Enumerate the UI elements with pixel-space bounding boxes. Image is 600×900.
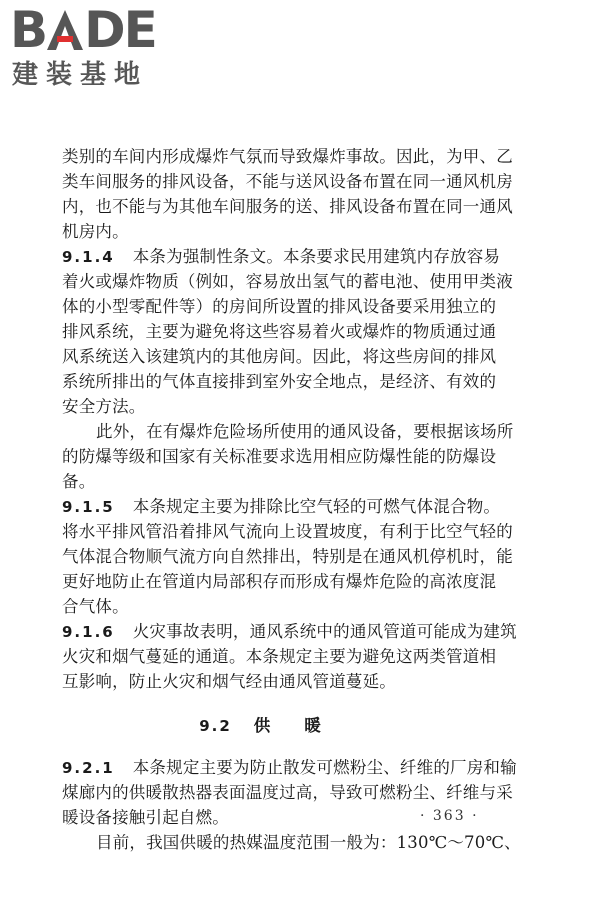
- clause-number: 9.2.1: [62, 759, 115, 777]
- clause-9-1-5: [62, 494, 513, 619]
- paragraph-heat-medium: [62, 830, 521, 855]
- text-line: 目前，我国供暖的热媒温度范围一般为：130℃～70℃、: [96, 833, 521, 852]
- text-span: 本条规定主要为防止散发可燃粉尘、纤维的厂房和输: [132, 758, 517, 777]
- text-line: 类车间服务的排风设备，不能与送风设备布置在同一通风机房: [62, 172, 513, 191]
- clause-first-line: [62, 244, 501, 269]
- clause-number: 9.1.5: [62, 498, 115, 516]
- text-line: 风系统送入该建筑内的其他房间。因此，将这些房间的排风: [62, 347, 497, 366]
- text-line: 合气体。: [62, 597, 129, 616]
- text-span: 本条为强制性条文。本条要求民用建筑内存放容易: [132, 247, 501, 266]
- text-line: 火灾和烟气蔓延的通道。本条规定主要为避免这两类管道相: [62, 647, 497, 666]
- logo-letters-de: DE: [84, 1, 156, 59]
- text-line: 气体混合物顺气流方向自然排出，特别是在通风机停机时，能: [62, 547, 513, 566]
- text-line: 体的小型零配件等）的房间所设置的排风设备要采用独立的: [62, 297, 497, 316]
- logo-subtitle: 建装基地: [12, 60, 149, 90]
- clause-first-line: [62, 494, 501, 519]
- document-body: [62, 144, 521, 855]
- text-line: 类别的车间内形成爆炸气氛而导致爆炸事故。因此，为甲、乙: [62, 147, 513, 166]
- text-line: 暖设备接触引起自燃。: [62, 808, 229, 827]
- text-line: 更好地防止在管道内局部积存而形成有爆炸危险的高浓度混: [62, 572, 497, 591]
- brand-logo: [10, 1, 180, 90]
- paragraph-explosion-proof: [62, 419, 514, 494]
- clause-first-line: [62, 619, 517, 644]
- text-line: 安全方法。: [62, 397, 146, 416]
- text-span: 本条规定主要为排除比空气轻的可燃气体混合物。: [132, 497, 501, 516]
- text-line: 内，也不能与为其他车间服务的送、排风设备布置在同一通风: [62, 197, 513, 216]
- text-span: 火灾事故表明，通风系统中的通风管道可能成为建筑: [132, 622, 517, 641]
- text-line: 排风系统，主要为避免将这些容易着火或爆炸的物质通过通: [62, 322, 497, 341]
- page-number: · 363 ·: [420, 808, 479, 824]
- text-line: 的防爆等级和国家有关标准要求选用相应防爆性能的防爆设: [62, 447, 497, 466]
- section-title: 供暖: [253, 716, 355, 735]
- text-line: 备。: [62, 472, 96, 491]
- logo-letter-b: B: [10, 1, 47, 59]
- clause-number: 9.1.6: [62, 623, 115, 641]
- text-line: 将水平排风管沿着排风气流向上设置坡度，有利于比空气轻的: [62, 522, 513, 541]
- section-number: 9.2: [199, 717, 232, 735]
- clause-number: 9.1.4: [62, 248, 115, 266]
- text-line: 系统所排出的气体直接排到室外安全地点，是经济、有效的: [62, 372, 497, 391]
- paragraph-continued: [62, 144, 513, 244]
- logo-wordmark: [10, 1, 156, 59]
- text-line: 着火或爆炸物质（例如，容易放出氢气的蓄电池、使用甲类液: [62, 272, 513, 291]
- section-heading: [62, 713, 492, 738]
- clause-9-1-4: [62, 244, 513, 419]
- clause-first-line: [62, 755, 517, 780]
- clause-9-1-6: [62, 619, 517, 694]
- logo-letter-a-icon: [47, 10, 83, 50]
- text-line: 互影响，防止火灾和烟气经由通风管道蔓延。: [62, 672, 396, 691]
- text-line: 此外，在有爆炸危险场所使用的通风设备，要根据该场所: [96, 422, 514, 441]
- text-line: 煤廊内的供暖散热器表面温度过高，导致可燃粉尘、纤维与采: [62, 783, 513, 802]
- text-line: 机房内。: [62, 222, 129, 241]
